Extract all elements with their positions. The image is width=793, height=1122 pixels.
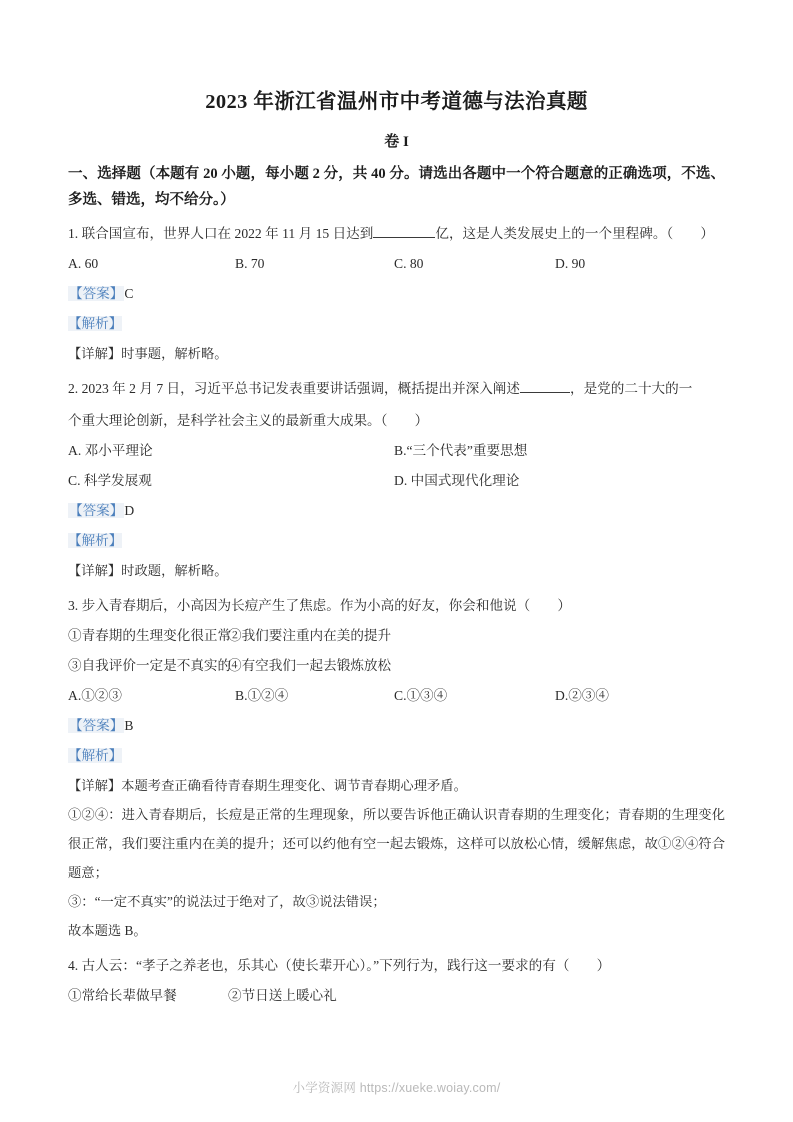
question-2-options-row2 <box>68 466 725 496</box>
question-4-stem: 4. 古人云：“孝子之养老也，乐其心（使长辈开心）。”下列行为，践行这一要求的有（ ） <box>68 958 611 973</box>
question-4-statement-2: ②节日送上暖心礼 <box>228 988 337 1003</box>
question-2-analysis-line <box>68 526 725 556</box>
question-1-answer-line <box>68 279 725 309</box>
section-heading: 一、选择题（本题有 20 小题，每小题 2 分，共 40 分。请选出各题中一个符合题意的正确选项，不选、多选、错选，均不给分。） <box>68 166 725 208</box>
question-1-stem-part1: 1. 联合国宣布，世界人口在 2022 年 11 月 15 日达到 <box>68 226 374 241</box>
site-watermark: 小学资源网 https://xueke.woiay.com/ <box>292 1081 501 1095</box>
question-2-detail: 【详解】时政题，解析略。 <box>68 563 228 578</box>
question-2-stem-part2: ，是党的二十大的一 <box>570 381 693 396</box>
question-3-option-c[interactable]: C.①③④ <box>394 688 448 703</box>
question-3-statement-3: ③自我评价一定是不真实的 <box>68 658 232 673</box>
answer-label: 【答案】 <box>69 718 124 733</box>
question-1-option-b[interactable]: B. 70 <box>235 256 265 271</box>
question-1-detail: 【详解】时事题，解析略。 <box>68 346 228 361</box>
question-4-statements-row1 <box>68 981 725 1011</box>
question-2-stem-line1 <box>68 374 725 404</box>
analysis-label: 【解析】 <box>68 533 123 548</box>
question-3-statement-2: ②我们要注重内在美的提升 <box>228 628 392 643</box>
question-2-answer-line <box>68 496 725 526</box>
question-2-option-b[interactable]: B.“三个代表”重要思想 <box>394 443 528 458</box>
question-1-option-a[interactable]: A. 60 <box>68 256 99 271</box>
question-3-detail-line-1: 【详解】本题考查正确看待青春期生理变化、调节青春期心理矛盾。 <box>68 778 467 793</box>
question-2-fill-blank <box>520 392 570 393</box>
question-2-stem-part1: 2. 2023 年 2 月 7 日，习近平总书记发表重要讲话强调，概括提出并深入阐述 <box>68 381 520 396</box>
question-4-statement-1: ①常给长辈做早餐 <box>68 988 177 1003</box>
question-1-options <box>68 249 725 279</box>
question-3-stem: 3. 步入青春期后，小高因为长痘产生了焦虑。作为小高的好友，你会和他说（ ） <box>68 598 571 613</box>
analysis-label: 【解析】 <box>68 316 123 331</box>
answer-label: 【答案】 <box>69 503 124 518</box>
page-title: 2023 年浙江省温州市中考道德与法治真题 <box>205 91 588 113</box>
question-3-statement-4: ④有空我们一起去锻炼放松 <box>228 658 392 673</box>
question-2-answer-value: D <box>124 503 135 518</box>
question-2-stem-line2: 个重大理论创新，是科学社会主义的最新重大成果。（ ） <box>68 413 429 428</box>
analysis-label: 【解析】 <box>68 748 123 763</box>
question-2-option-a[interactable]: A. 邓小平理论 <box>68 443 153 458</box>
question-2-option-d[interactable]: D. 中国式现代化理论 <box>394 473 520 488</box>
question-3-option-b[interactable]: B.①②④ <box>235 688 289 703</box>
question-3-answer-value: B <box>124 718 134 733</box>
question-1-answer-value: C <box>124 286 134 301</box>
question-3-detail-line-4: 故本题选 B。 <box>68 923 147 938</box>
question-1-analysis-line <box>68 309 725 339</box>
question-3-detail-line-2: ①②④：进入青春期后，长痘是正常的生理现象，所以要告诉他正确认识青春期的生理变化；青春期的生理变化很正常，我们要注重内在美的提升；还可以约他有空一起去锻炼，这样可以放松心情，缓解焦虑，故①②④符合题意； <box>68 807 725 880</box>
question-3-option-a[interactable]: A.①②③ <box>68 688 122 703</box>
question-3-statement-1: ①青春期的生理变化很正常 <box>68 628 232 643</box>
question-3-option-d[interactable]: D.②③④ <box>555 688 609 703</box>
question-3-statements-row1 <box>68 621 725 651</box>
question-1-stem <box>68 219 725 249</box>
paper-part-subtitle: 卷 I <box>384 134 409 150</box>
question-1-option-c[interactable]: C. 80 <box>394 256 424 271</box>
question-3-answer-line <box>68 711 725 741</box>
question-2-option-c[interactable]: C. 科学发展观 <box>68 473 152 488</box>
question-1-stem-part2: 亿，这是人类发展史上的一个里程碑。（ ） <box>435 226 715 241</box>
answer-label: 【答案】 <box>69 286 124 301</box>
question-1-option-d[interactable]: D. 90 <box>555 256 586 271</box>
question-3-detail-line-3: ③：“一定不真实”的说法过于绝对了，故③说法错误； <box>68 894 386 909</box>
question-1-fill-blank <box>373 237 435 238</box>
question-3-options <box>68 681 725 711</box>
question-3-statements-row2 <box>68 651 725 681</box>
question-2-options-row1 <box>68 436 725 466</box>
question-3-analysis-line <box>68 741 725 771</box>
